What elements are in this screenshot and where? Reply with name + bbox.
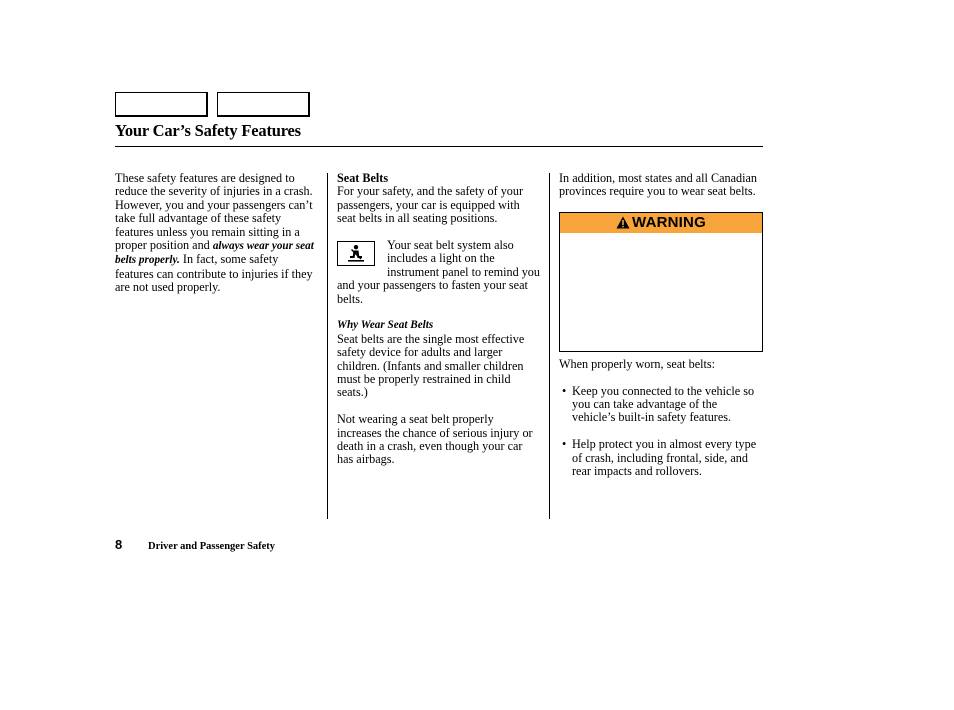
warning-header — [560, 213, 762, 233]
bullet-text: Keep you connected to the vehicle so you can take advantage of the vehicle’s built-in safety features. — [572, 383, 755, 425]
properly-worn-text: When properly worn, seat belts: — [559, 356, 716, 371]
why-text: Seat belts are the single most effective safety device for adults and larger children. (Infants and smaller children must be properly restrained in child seats.) — [337, 331, 525, 400]
column-2 — [337, 172, 541, 467]
why-heading: Why Wear Seat Belts — [337, 319, 434, 332]
column-3 — [559, 172, 763, 478]
list-item — [559, 438, 763, 478]
light-text: Your seat belt system also includes a light on the instrument panel to remind you and your passengers to fasten your seat belts. — [337, 238, 540, 306]
seat-belts-text: For your safety, and the safety of your passengers, your car is equipped with seat belts in all seating positions. — [337, 184, 524, 226]
page-number: 8 — [115, 537, 123, 552]
bullet-icon: • — [562, 383, 567, 398]
warning-triangle-icon — [616, 216, 630, 229]
section-name: Driver and Passenger Safety — [148, 541, 276, 552]
bullet-text: Help protect you in almost every type of crash, including frontal, side, and rear impacts and rollovers. — [572, 437, 757, 479]
nav-tab-1[interactable] — [115, 92, 208, 117]
page-title: Your Car’s Safety Features — [115, 121, 301, 140]
intro-text-end: In fact, some safety features can contribute to injuries if they are not used properly. — [115, 252, 313, 295]
intro-emphasis: always wear your seat belts properly. — [115, 240, 314, 267]
list-spacer — [559, 425, 763, 438]
seat-belts-heading: Seat Belts — [337, 171, 389, 185]
benefits-list — [559, 385, 763, 479]
list-item — [559, 385, 763, 425]
warning-label: WARNING — [632, 214, 706, 232]
column-divider-2 — [549, 173, 550, 519]
not-wearing-text: Not wearing a seat belt properly increases the chance of serious injury or death in a crash, even though your car has airbags. — [337, 412, 533, 467]
intro-text-start: These safety features are designed to reduce the severity of injuries in a crash. However, you and your passengers can’t take full advantage of these safety features unless you remain sitting in a proper position and — [115, 171, 313, 253]
bullet-icon: • — [562, 437, 567, 452]
intro-paragraph — [115, 172, 319, 295]
nav-tab-2[interactable] — [217, 92, 310, 117]
title-divider — [115, 146, 763, 147]
requirement-text: In addition, most states and all Canadian provinces require you to wear seat belts. — [559, 171, 758, 199]
column-divider-1 — [327, 173, 328, 519]
seat-belt-reminder-icon — [337, 241, 375, 266]
column-1 — [115, 172, 319, 295]
warning-box — [559, 212, 763, 352]
